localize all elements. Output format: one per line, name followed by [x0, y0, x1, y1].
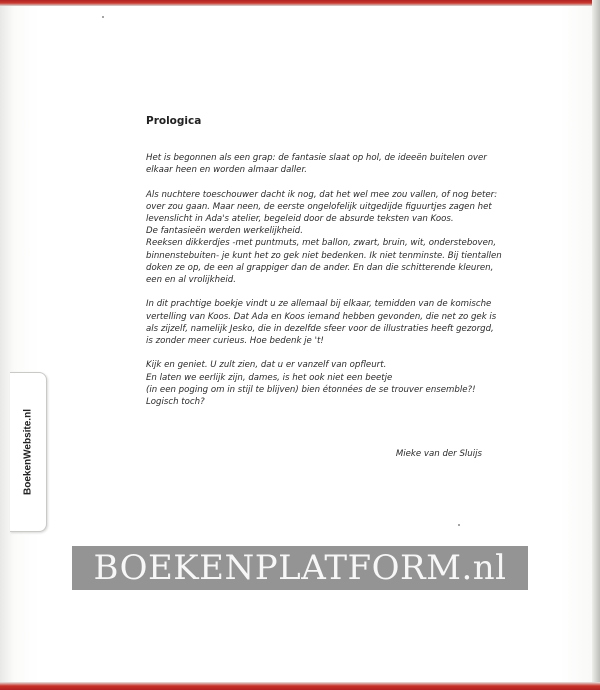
text-line: als zijzelf, namelijk Jesko, die in dezelfde sfeer voor de illustraties heeft gezorgd, — [146, 323, 494, 334]
text-line: elkaar heen en worden almaar daller. — [146, 165, 307, 176]
text-line: over zou gaan. Maar neen, de eerste ongelofelijk uitgedijde figuurtjes zagen het — [146, 201, 492, 212]
paper-speck — [458, 524, 460, 526]
page-title: Prologica — [146, 115, 202, 127]
paper-speck — [102, 16, 104, 18]
text-line: Het is begonnen als een grap: de fantasie slaat op hol, de ideeën buitelen over — [146, 153, 487, 163]
text-line: Kijk en geniet. U zult zien, dat u er vanzelf van opfleurt. — [146, 360, 387, 371]
prologue-body — [146, 152, 526, 420]
paragraph-4 — [146, 359, 526, 408]
paragraph-3 — [146, 298, 526, 347]
text-line: In dit prachtige boekje vindt u ze allemaal bij elkaar, temidden van de komische — [146, 299, 492, 310]
page-bottom-edge — [0, 682, 600, 690]
paragraph-2 — [146, 189, 526, 287]
text-line: Logisch toch? — [146, 397, 205, 408]
side-tab-label: BoekenWebsite.nl — [22, 409, 34, 495]
website-side-tab[interactable] — [10, 372, 47, 532]
text-line: een en al vrolijkheid. — [146, 275, 236, 286]
text-line: vertelling van Koos. Dat Ada en Koos iemand hebben gevonden, die net zo gek is — [146, 311, 497, 322]
text-line: En laten we eerlijk zijn, dames, is het ook niet een beetje — [146, 372, 393, 383]
paragraph-1 — [146, 152, 526, 176]
text-line: is zonder meer curieus. Hoe bedenk je 't! — [146, 336, 324, 347]
text-line: Als nuchtere toeschouwer dacht ik nog, dat het wel mee zou vallen, of nog beter: — [146, 189, 498, 200]
text-line: (in een poging om in stijl te blijven) bien étonnées de se trouver ensemble?! — [146, 384, 476, 395]
text-line: De fantasieën werden werkelijkheid. — [146, 226, 303, 237]
page-top-edge — [0, 0, 600, 6]
page-right-edge — [592, 0, 600, 690]
watermark-text: BOEKENPLATFORM.nl — [93, 548, 507, 588]
author-signature: Mieke van der Sluijs — [395, 449, 482, 459]
text-line: Reeksen dikkerdjes -met puntmuts, met ballon, zwart, bruin, wit, ondersteboven, — [146, 238, 497, 249]
text-line: doken ze op, de een al grappiger dan de ander. En dan die schitterende kleuren, — [146, 262, 494, 273]
text-line: binnenstebuiten- je kunt het zo gek niet bedenken. Ik niet tenminste. Bij tientallen — [146, 250, 502, 261]
watermark-banner — [72, 546, 528, 590]
text-line: levenslicht in Ada's atelier, begeleid door de absurde teksten van Koos. — [146, 214, 454, 224]
